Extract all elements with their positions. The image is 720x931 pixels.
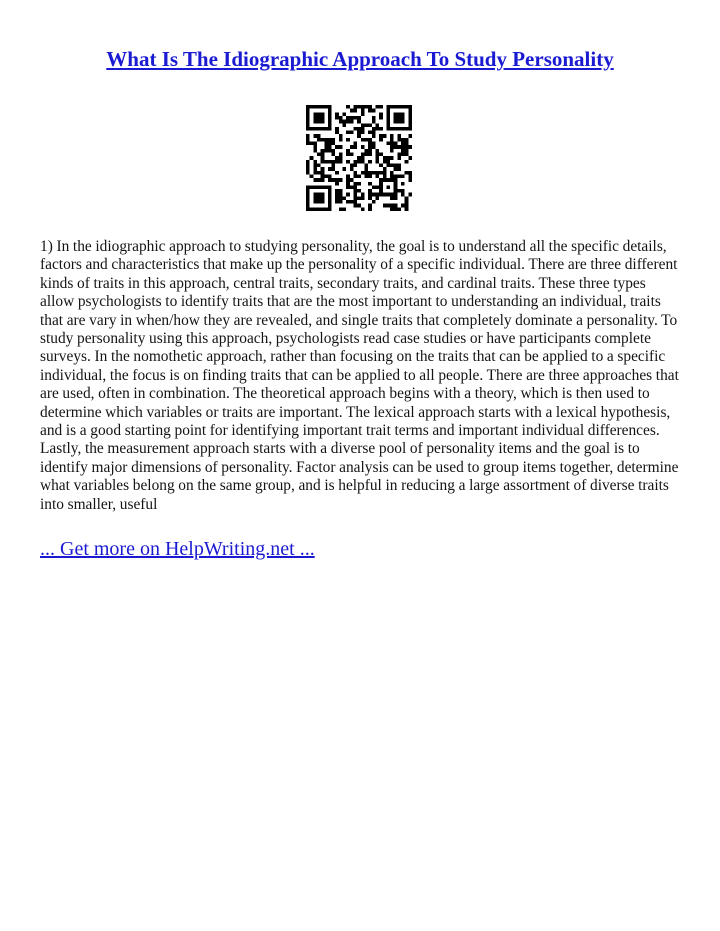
- title-container: [0, 47, 720, 72]
- document-body-text: 1) In the idiographic approach to studying personality, the goal is to understand all the specific details, factors and characteristics that make up the personality of a specific individual. There are three different kinds of traits in this approach, central traits, secondary traits, and cardinal traits. These three types allow psychologists to identify traits that are the most important to understanding an individual, traits that are vary in when/how they are revealed, and single traits that completely dominate a personality. To study personality using this approach, psychologists read case studies or have participants complete surveys. In the nomothetic approach, rather than focusing on the traits that can be applied to a specific individual, the focus is on finding traits that can be applied to all people. There are three approaches that are used, often in combination. The theoretical approach begins with a theory, which is then used to determine which variables or traits are important. The lexical approach starts with a lexical hypothesis, and is a good starting point for identifying important trait terms and important individual differences. Lastly, the measurement approach starts with a diverse pool of personality items and the goal is to identify major dimensions of personality. Factor analysis can be used to group items together, determine what variables belong on the same group, and is helpful in reducing a large assortment of diverse traits into smaller, useful: [40, 238, 679, 513]
- document-title-link[interactable]: What Is The Idiographic Approach To Study Personality: [106, 47, 614, 71]
- more-link-container: [40, 538, 315, 561]
- qr-code-icon: [306, 105, 412, 211]
- get-more-link[interactable]: ... Get more on HelpWriting.net ...: [40, 538, 315, 560]
